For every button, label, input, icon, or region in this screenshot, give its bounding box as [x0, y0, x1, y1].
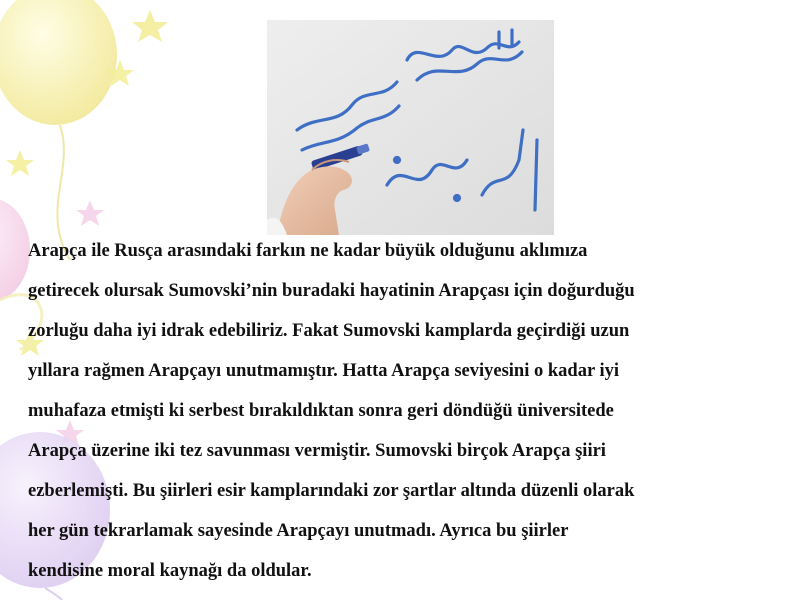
- paragraph-line: Arapça üzerine iki tez savunması vermiştir. Sumovski birçok Arapça şiiri: [28, 441, 606, 461]
- paragraph-line: ezberlemişti. Bu şiirleri esir kamplarındaki zor şartlar altında düzenli olarak: [28, 481, 635, 501]
- paragraph-line: Arapça ile Rusça arasındaki farkın ne kadar büyük olduğunu aklımıza: [28, 241, 588, 261]
- paragraph-line: her gün tekrarlamak sayesinde Arapçayı unutmadı. Ayrıca bu şiirler: [28, 521, 569, 541]
- paragraph-line: muhafaza etmişti ki serbest bırakıldıktan sonra geri döndüğü üniversitede: [28, 401, 614, 421]
- paragraph-line: kendisine moral kaynağı da oldular.: [28, 561, 312, 581]
- whiteboard-arabic-handwriting-photo-icon: [267, 20, 554, 235]
- paragraph-line: yıllara rağmen Arapçayı unutmamıştır. Hatta Arapça seviyesini o kadar iyi: [28, 361, 619, 381]
- paragraph-line: zorluğu daha iyi idrak edebiliriz. Fakat Sumovski kamplarda geçirdiği uzun: [28, 321, 630, 341]
- pink-balloon: [0, 198, 30, 302]
- paragraph-line: getirecek olursak Sumovski’nin buradaki hayatinin Arapçası için doğurduğu: [28, 281, 635, 301]
- yellow-balloon: [0, 0, 117, 125]
- arabic-whiteboard-photo: [267, 20, 554, 235]
- paragraph-text: [28, 231, 788, 591]
